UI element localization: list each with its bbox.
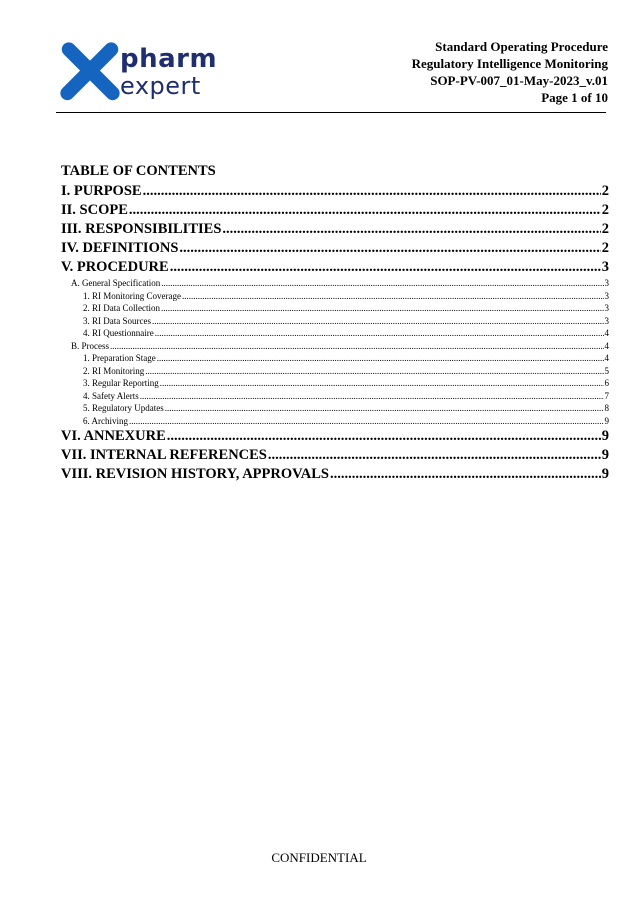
header-line4: Page 1 of 10 bbox=[541, 90, 608, 105]
document-header bbox=[412, 38, 608, 106]
toc-leader bbox=[161, 277, 603, 290]
table-of-contents bbox=[61, 162, 609, 484]
header-line2: Regulatory Intelligence Monitoring bbox=[411, 56, 608, 71]
toc-entry-regulatory-updates[interactable] bbox=[61, 402, 609, 415]
toc-entry-text: V. PROCEDURE bbox=[61, 259, 169, 275]
toc-leader bbox=[157, 352, 604, 365]
toc-page-number: 3 bbox=[604, 278, 609, 288]
toc-page-number: 8 bbox=[604, 403, 609, 413]
toc-entry-text: VII. INTERNAL REFERENCES bbox=[61, 447, 267, 463]
toc-entry-text: 4. RI Questionnaire bbox=[83, 328, 154, 338]
header-line1: Standard Operating Procedure bbox=[435, 39, 608, 54]
toc-page-number: 2 bbox=[601, 240, 609, 256]
toc-entry-general-specification[interactable] bbox=[61, 277, 609, 290]
toc-entry-safety-alerts[interactable] bbox=[61, 390, 609, 403]
toc-page-number: 9 bbox=[601, 428, 609, 444]
toc-entry-scope[interactable] bbox=[61, 201, 609, 220]
logo-line2: expert bbox=[120, 72, 201, 100]
toc-leader bbox=[110, 340, 604, 353]
company-logo bbox=[58, 40, 218, 104]
toc-leader bbox=[140, 390, 604, 403]
toc-entry-text: I. PURPOSE bbox=[61, 183, 142, 199]
toc-entry-text: 5. Regulatory Updates bbox=[83, 403, 164, 413]
toc-entry-text: II. SCOPE bbox=[61, 202, 128, 218]
toc-leader bbox=[222, 220, 600, 239]
toc-leader bbox=[152, 315, 604, 328]
toc-leader bbox=[170, 258, 601, 277]
toc-page-number: 7 bbox=[604, 390, 609, 401]
toc-entry-text: 1. Preparation Stage bbox=[83, 353, 156, 363]
confidential-footer: CONFIDENTIAL bbox=[271, 850, 367, 865]
toc-entry-text: IV. DEFINITIONS bbox=[61, 240, 179, 256]
toc-entry-text: B. Process bbox=[71, 340, 109, 351]
toc-page-number: 2 bbox=[601, 183, 609, 199]
toc-entry-regular-reporting[interactable] bbox=[61, 377, 609, 390]
toc-entry-process[interactable] bbox=[61, 340, 609, 353]
toc-entry-annexure[interactable] bbox=[61, 427, 609, 446]
toc-entry-internal-references[interactable] bbox=[61, 446, 609, 465]
toc-leader bbox=[179, 239, 600, 258]
toc-page-number: 3 bbox=[604, 303, 609, 313]
toc-entry-text: 1. RI Monitoring Coverage bbox=[83, 290, 181, 301]
toc-page-number: 3 bbox=[604, 315, 609, 326]
toc-entry-ri-monitoring[interactable] bbox=[61, 365, 609, 378]
toc-entry-preparation-stage[interactable] bbox=[61, 352, 609, 365]
toc-entry-text: 4. Safety Alerts bbox=[83, 390, 139, 401]
toc-page-number: 9 bbox=[601, 447, 609, 463]
toc-leader bbox=[330, 465, 601, 484]
toc-leader bbox=[129, 415, 604, 428]
toc-entry-text: 3. Regular Reporting bbox=[83, 378, 159, 388]
toc-page-number: 4 bbox=[604, 353, 609, 363]
toc-leader bbox=[143, 182, 601, 201]
toc-leader bbox=[268, 446, 601, 465]
toc-entry-ri-data-sources[interactable] bbox=[61, 315, 609, 328]
toc-entry-text: A. General Specification bbox=[71, 278, 161, 288]
toc-page-number: 6 bbox=[604, 378, 609, 388]
toc-page-number: 3 bbox=[601, 259, 609, 275]
toc-leader bbox=[182, 290, 604, 303]
toc-entry-responsibilities[interactable] bbox=[61, 220, 609, 239]
toc-entry-text: VIII. REVISION HISTORY, APPROVALS bbox=[61, 466, 329, 482]
toc-page-number: 4 bbox=[604, 328, 609, 338]
toc-page-number: 5 bbox=[604, 365, 609, 376]
logo-wordmark bbox=[120, 46, 217, 98]
x-logo-icon bbox=[58, 40, 122, 104]
toc-page-number: 3 bbox=[604, 290, 609, 301]
toc-leader bbox=[165, 402, 604, 415]
toc-page-number: 9 bbox=[604, 415, 609, 426]
toc-leader bbox=[167, 427, 601, 446]
toc-page-number: 4 bbox=[604, 340, 609, 351]
toc-page-number: 2 bbox=[601, 202, 609, 218]
toc-entry-text: 3. RI Data Sources bbox=[83, 315, 151, 326]
toc-page-number: 9 bbox=[601, 466, 609, 482]
toc-leader bbox=[160, 377, 604, 390]
toc-leader bbox=[155, 327, 604, 340]
toc-entry-ri-data-collection[interactable] bbox=[61, 302, 609, 315]
toc-leader bbox=[129, 201, 601, 220]
toc-entry-definitions[interactable] bbox=[61, 239, 609, 258]
toc-entry-ri-monitoring-coverage[interactable] bbox=[61, 290, 609, 303]
logo-line1: pharm bbox=[120, 44, 218, 74]
toc-entry-text: 2. RI Data Collection bbox=[83, 303, 160, 313]
toc-title: TABLE OF CONTENTS bbox=[61, 163, 216, 179]
toc-entry-ri-questionnaire[interactable] bbox=[61, 327, 609, 340]
toc-entry-procedure[interactable] bbox=[61, 258, 609, 277]
toc-entry-text: VI. ANNEXURE bbox=[61, 428, 166, 444]
toc-page-number: 2 bbox=[601, 221, 609, 237]
header-divider bbox=[56, 112, 606, 113]
toc-leader bbox=[145, 365, 603, 378]
header-line3: SOP-PV-007_01-May-2023_v.01 bbox=[430, 73, 608, 88]
toc-leader bbox=[161, 302, 604, 315]
toc-entry-text: III. RESPONSIBILITIES bbox=[61, 221, 222, 237]
toc-entry-archiving[interactable] bbox=[61, 415, 609, 428]
toc-entry-text: 6. Archiving bbox=[83, 415, 128, 426]
toc-entry-revision-history[interactable] bbox=[61, 465, 609, 484]
toc-entry-purpose[interactable] bbox=[61, 182, 609, 201]
toc-entry-text: 2. RI Monitoring bbox=[83, 365, 145, 376]
